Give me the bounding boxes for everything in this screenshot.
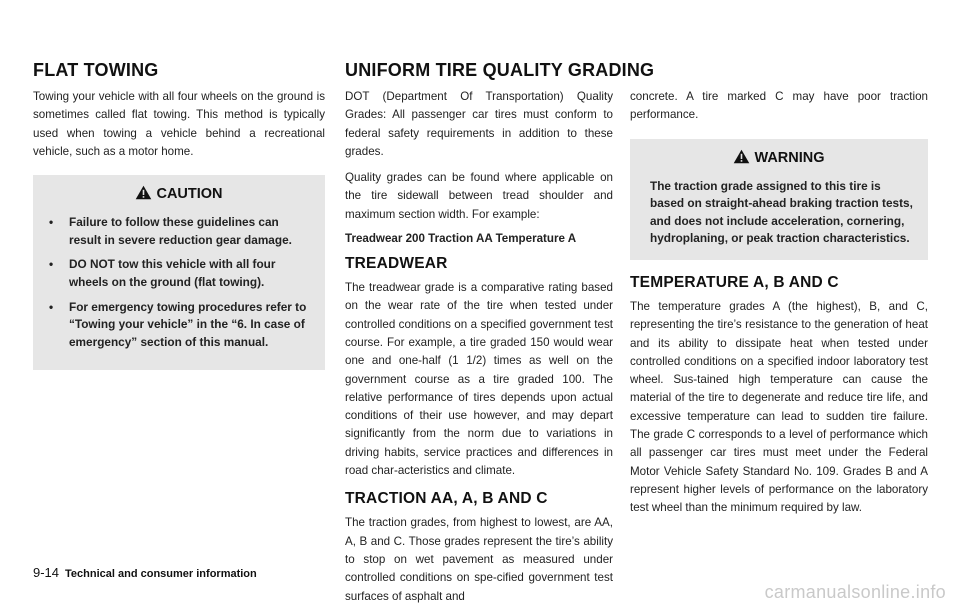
column-utqg — [345, 58, 613, 614]
list-item: • For emergency towing procedures refer to “Towing your vehicle” in the “6. In case of emergency” section of this manual. — [49, 299, 307, 349]
column-flat-towing — [33, 58, 325, 384]
warning-text: The traction grade assigned to this tire is based on straight-ahead braking traction tests, and does not include acceleration, cornering, hydroplaning, or peak traction characteristics. — [650, 178, 913, 246]
list-item: • DO NOT tow this vehicle with all four wheels on the ground (flat towing). — [49, 257, 276, 289]
caution-title: CAUTION — [156, 186, 223, 203]
utqg-paragraph-2: Quality grades can be found where applicable on the tire sidewall between tread shoulder and maximum section width. For example: — [345, 171, 613, 221]
warning-triangle-icon — [135, 185, 152, 204]
utqg-example: Treadwear 200 Traction AA Temperature A — [345, 232, 577, 246]
utqg-paragraph-1: DOT (Department Of Transportation) Quality Grades: All passenger car tires must conform to federal safety requirements in addition to these grades. — [345, 90, 613, 158]
flat-towing-intro: Towing your vehicle with all four wheels on the ground is sometimes called flat towing. This method is typically used when towing a vehicle behind a recreational vehicle, such as a motor home. — [33, 90, 325, 158]
warning-box — [630, 139, 928, 260]
watermark: carmanualsonline.info — [764, 582, 946, 602]
flat-towing-title: FLAT TOWING — [33, 60, 159, 80]
temperature-text: The temperature grades A (the highest), B, and C, representing the tire’s resistance to the generation of heat and its ability to dissipate heat when tested under controlled conditions on a specified indoor laboratory test wheel. Sus-tained high temperature can cause the material of the tire to degenerate and reduce tire life, and excessive temperature can lead to sudden tire failure. The grade C corresponds to a level of performance which all passenger car tires must meet under the Federal Motor Vehicle Safety Standard No. 109. Grades B and A represent higher levels of performance on the laboratory test wheel than the minimum required by law. — [630, 299, 928, 515]
utqg-title: UNIFORM TIRE QUALITY GRADING — [345, 60, 655, 80]
traction-title: TRACTION AA, A, B AND C — [345, 490, 548, 508]
bullet: • — [49, 215, 54, 230]
warning-title: WARNING — [754, 149, 825, 166]
warning-header — [644, 149, 914, 168]
temperature-title: TEMPERATURE A, B AND C — [630, 273, 839, 291]
column-utqg-continued — [630, 58, 928, 526]
warning-triangle-icon — [733, 149, 750, 168]
bullet: • — [49, 299, 54, 314]
page-footer — [33, 565, 257, 580]
treadwear-title: TREADWEAR — [345, 255, 448, 273]
traction-text-continued: concrete. A tire marked C may have poor traction performance. — [630, 90, 928, 122]
caution-list — [47, 214, 311, 351]
bullet: • — [49, 257, 54, 272]
treadwear-text: The treadwear grade is a comparative rating based on the wear rate of the tire when tested under controlled conditions on a specified government test course. For example, a tire graded 150 would wear one and one-half (1 1/2) times as well on the government course as a tire graded 100. The relative performance of tires depends upon actual conditions of their use however, and may depart significantly from the norm due to variations in driving habits, service practices and differences in road char-acteristics and climate. — [345, 281, 613, 478]
page-number: 9-14 — [33, 565, 60, 580]
list-item: • Failure to follow these guidelines can result in severe reduction gear damage. — [49, 215, 292, 247]
caution-header — [47, 185, 311, 204]
traction-text: The traction grades, from highest to lowest, are AA, A, B and C. Those grades represent the tire’s ability to stop on wet pavement as measured under controlled conditions on spe-cified government test surfaces of asphalt and — [345, 516, 613, 603]
caution-box — [33, 175, 325, 370]
footer-title: Technical and consumer information — [65, 568, 257, 580]
